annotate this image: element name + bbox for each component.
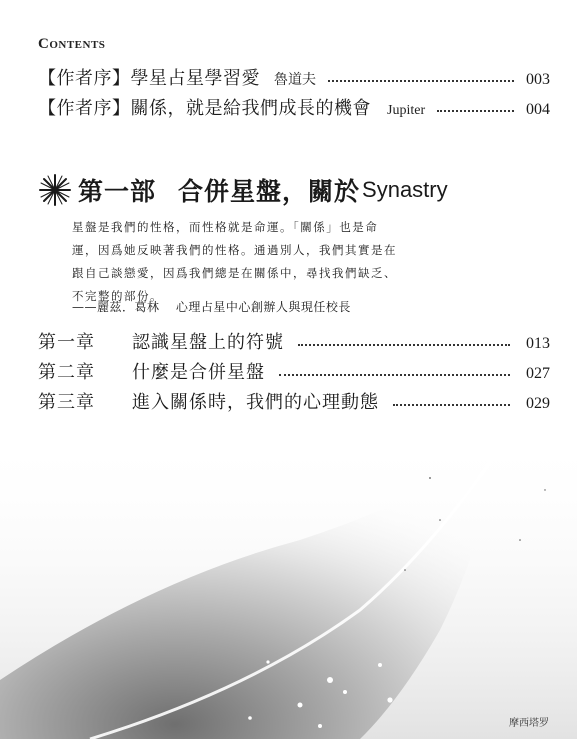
attribution-name: ——麗茲．葛林	[72, 300, 160, 314]
chapter-number: 第二章	[38, 362, 95, 383]
page-number: 003	[526, 71, 550, 88]
epigraph-attribution	[72, 298, 351, 315]
epigraph-line: 跟自己談戀愛，因爲我們總是在關係中，尋找我們缺乏、	[72, 266, 397, 280]
preface-author: Jupiter	[387, 103, 426, 118]
attribution-role: 心理占星中心創辦人與現任校長	[175, 300, 351, 314]
dot-leader	[298, 343, 510, 346]
dot-leader	[437, 109, 514, 112]
part-title: 合併星盤，關於	[178, 177, 361, 206]
page-number: 013	[526, 335, 550, 352]
part-title-latin: Synastry	[362, 177, 448, 202]
dot-leader	[328, 79, 514, 82]
page-number: 029	[526, 395, 550, 412]
contents-heading: Contents	[38, 36, 106, 52]
preface-entry	[38, 94, 550, 118]
dot-leader	[393, 403, 510, 406]
chapter-title: 認識星盤上的符號	[132, 332, 284, 353]
chapter-entry	[38, 328, 550, 354]
epigraph-line: 不完整的部份。	[72, 289, 163, 303]
chapter-number: 第一章	[38, 332, 95, 353]
part-number: 第一部	[78, 177, 157, 206]
star-burst-icon	[38, 173, 72, 207]
chapter-number: 第三章	[38, 392, 95, 413]
page-number: 027	[526, 365, 550, 382]
preface-entry	[38, 64, 550, 88]
preface-title: 【作者序】關係，就是給我們成長的機會	[38, 98, 371, 119]
chapter-entry	[38, 388, 550, 414]
epigraph-line: 運，因爲她反映著我們的性格。通過別人，我們其實是在	[72, 243, 397, 257]
dot-leader	[279, 373, 510, 376]
chapter-entry	[38, 358, 550, 384]
epigraph	[72, 216, 432, 308]
part-heading	[38, 170, 448, 210]
celestial-arc-illustration	[0, 430, 577, 739]
watermark: 摩西塔罗	[509, 718, 549, 729]
chapter-title: 什麼是合併星盤	[132, 362, 265, 383]
chapter-title: 進入關係時，我們的心理動態	[132, 392, 379, 413]
epigraph-line: 星盤是我們的性格，而性格就是命運。「關係」也是命	[72, 220, 379, 234]
preface-title: 【作者序】學星占星學習愛	[38, 68, 260, 89]
page-number: 004	[526, 101, 550, 118]
preface-author: 魯道夫	[274, 72, 316, 88]
